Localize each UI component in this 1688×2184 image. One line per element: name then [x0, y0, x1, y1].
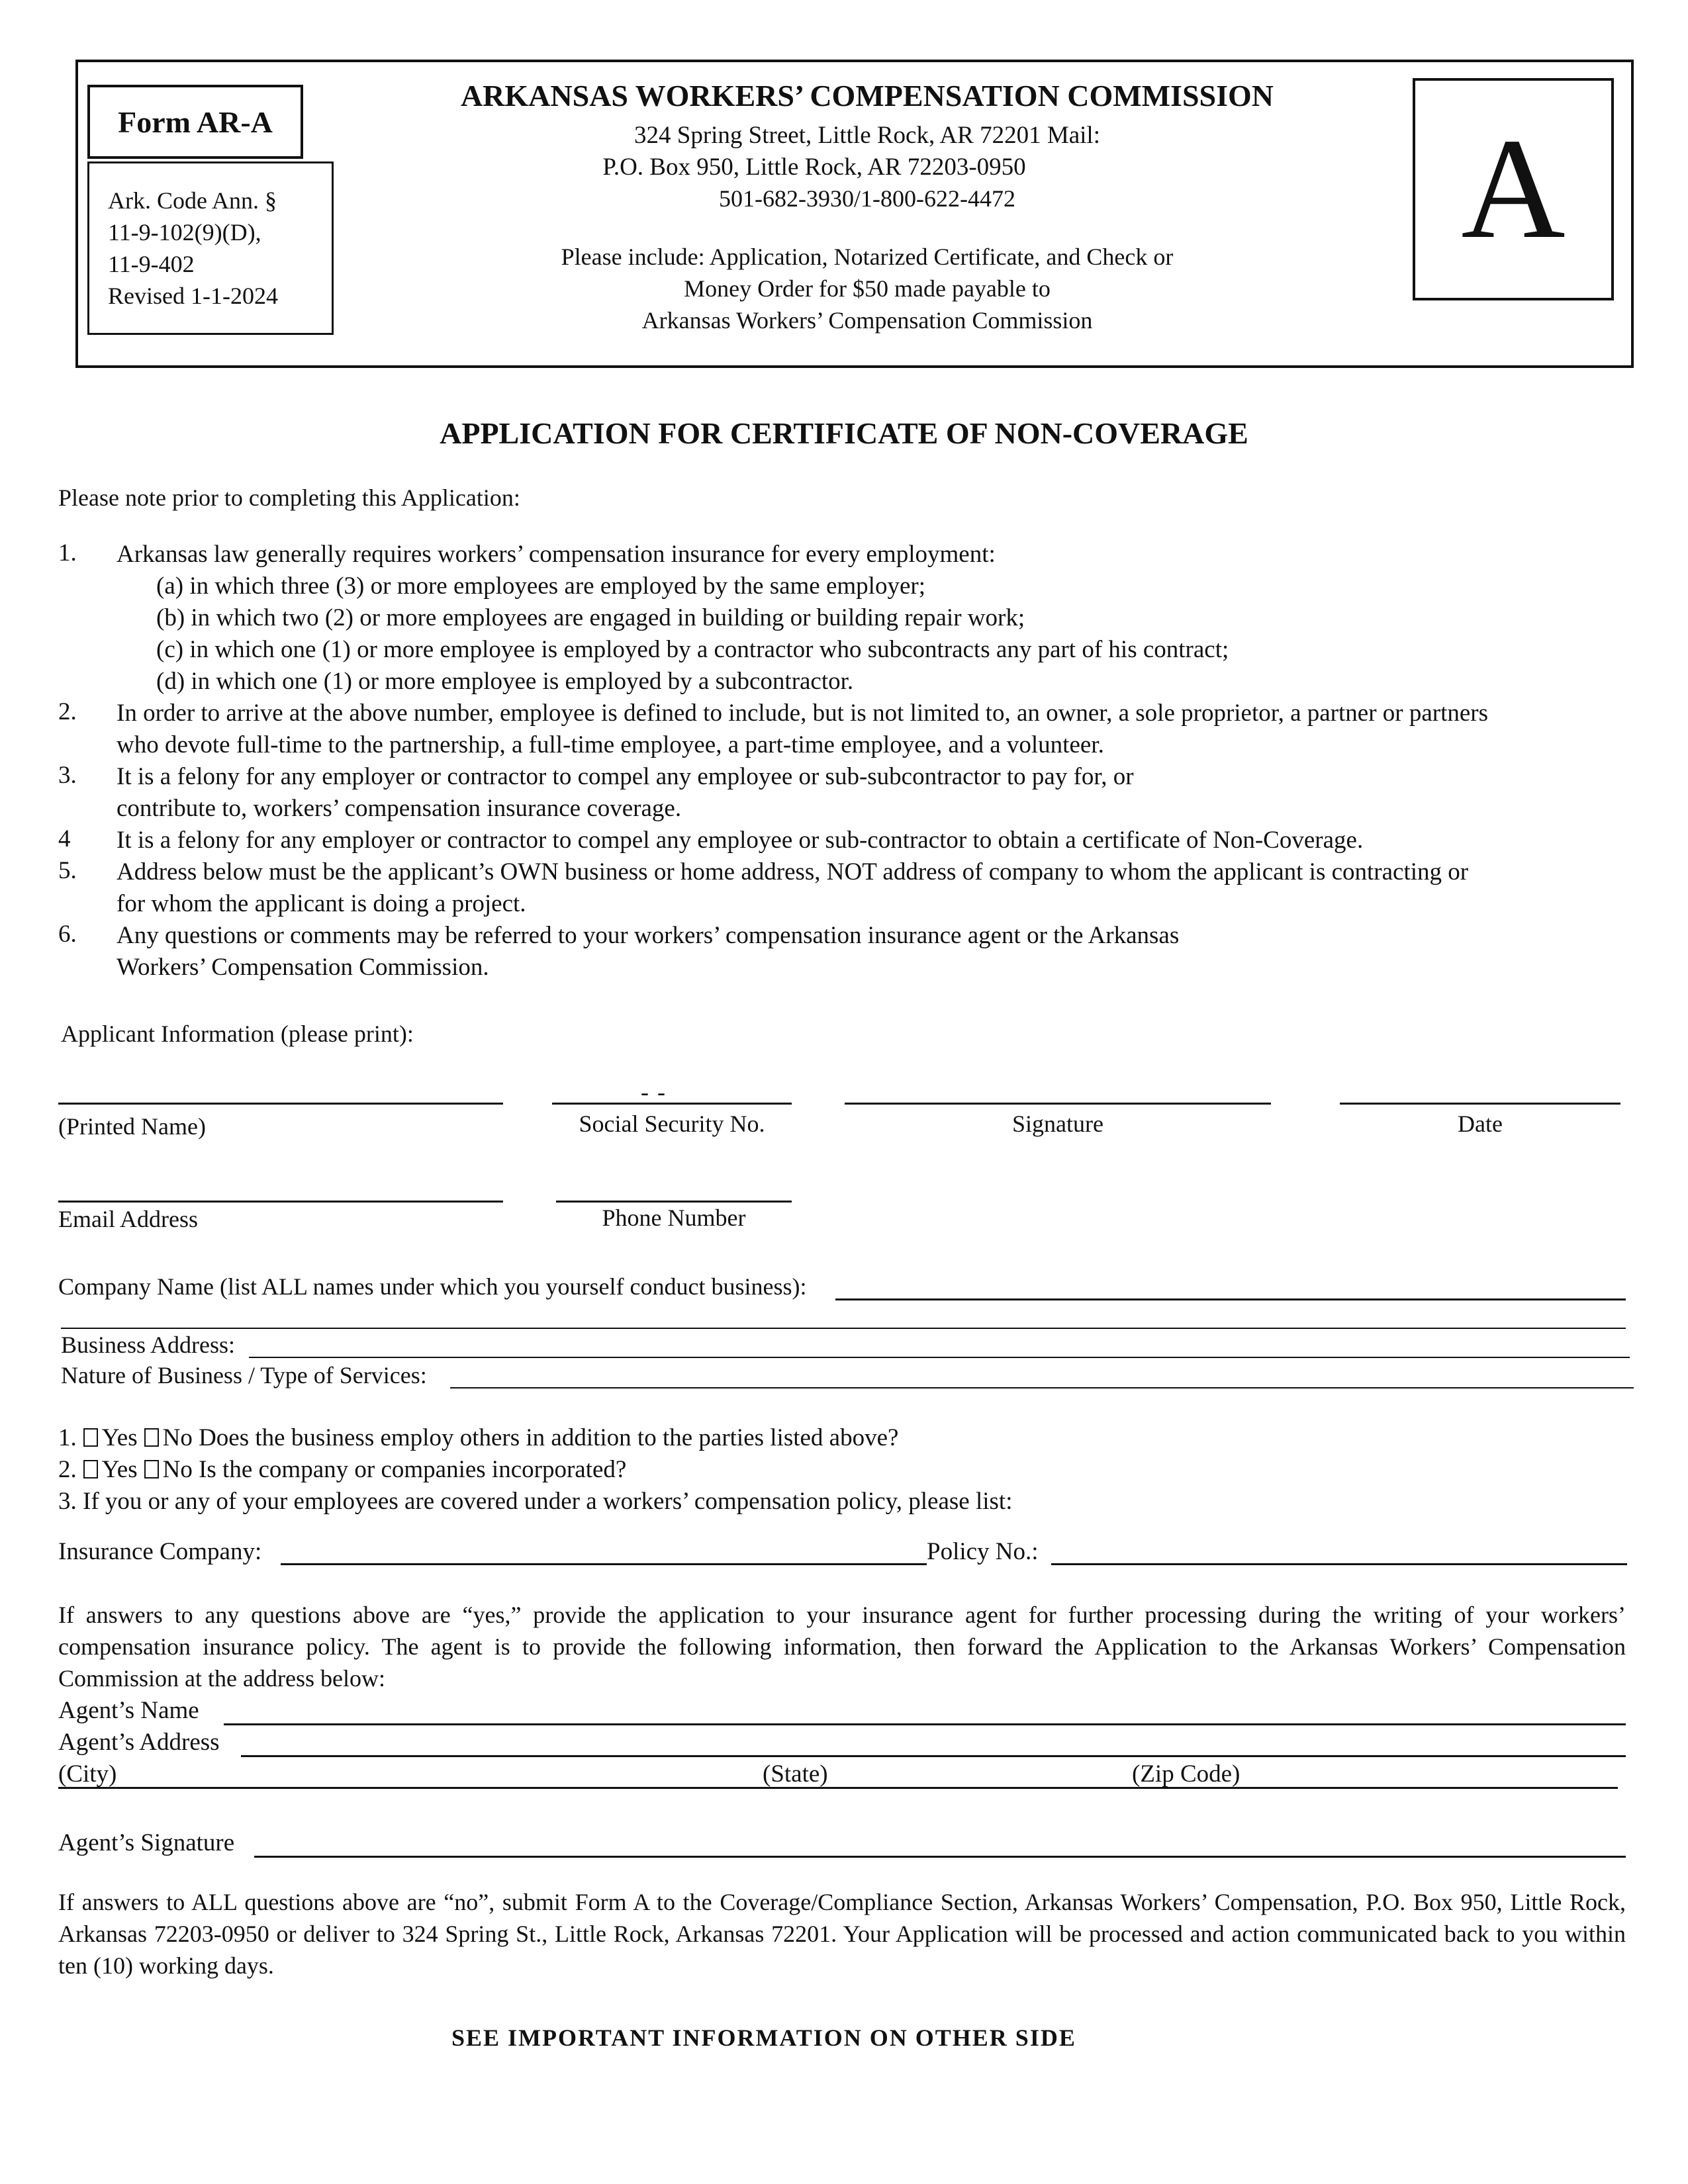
- question-number: 1.: [58, 1424, 77, 1451]
- q1-no-checkbox[interactable]: [144, 1428, 159, 1447]
- agent-address-field[interactable]: [241, 1755, 1626, 1757]
- note-1b: (b) in which two (2) or more employees are engaged in building or building repair work;: [156, 604, 1025, 631]
- note-1: Arkansas law generally requires workers’ compensation insurance for every employment:: [117, 541, 996, 568]
- signature-label: Signature: [1012, 1111, 1103, 1137]
- note-3-line-2: contribute to, workers’ compensation insurance coverage.: [117, 795, 682, 822]
- agency-address: 324 Spring Street, Little Rock, AR 72201 Mail:: [634, 122, 1100, 149]
- nature-of-business-label: Nature of Business / Type of Services:: [61, 1362, 427, 1388]
- agent-address-label: Agent’s Address: [58, 1729, 220, 1756]
- note-5-line-1: Address below must be the applicant’s OWN business or home address, NOT address of company to whom the applicant is contracting or: [117, 858, 1469, 886]
- note-2-line-1: In order to arrive at the above number, employee is defined to include, but is not limited to, an owner, a sole proprietor, a partner or partners: [117, 700, 1489, 727]
- date-field[interactable]: [1340, 1103, 1620, 1105]
- company-name-field[interactable]: [835, 1298, 1626, 1300]
- q2-yes-checkbox[interactable]: [83, 1460, 98, 1479]
- form-letter: A: [1413, 78, 1614, 300]
- note-2-line-2: who devote full-time to the partnership, a full-time employee, a part-time employee, and a volunteer.: [117, 731, 1104, 758]
- statute-line: 11-9-402: [108, 251, 195, 277]
- note-5-line-2: for whom the applicant is doing a project.: [117, 890, 526, 917]
- agency-phone: 501-682-3930/1-800-622-4472: [719, 185, 1015, 212]
- note-3-line-1: It is a felony for any employer or contractor to compel any employee or sub-subcontractor to pay for, or: [117, 763, 1134, 790]
- phone-label: Phone Number: [602, 1205, 746, 1231]
- note-number: 6.: [58, 921, 77, 948]
- agent-name-label: Agent’s Name: [58, 1697, 199, 1724]
- note-6-line-2: Workers’ Compensation Commission.: [117, 954, 489, 981]
- zip-code-label: (Zip Code): [1132, 1760, 1241, 1788]
- question-number: 2.: [58, 1456, 77, 1483]
- agency-po-box: P.O. Box 950, Little Rock, AR 72203-0950: [602, 154, 1026, 181]
- agent-name-field[interactable]: [224, 1723, 1626, 1725]
- note-6-line-1: Any questions or comments may be referred to your workers’ compensation insurance agent or the Arkansas: [117, 922, 1180, 949]
- date-label: Date: [1458, 1111, 1503, 1137]
- page-title: APPLICATION FOR CERTIFICATE OF NON-COVERAGE: [440, 416, 1248, 450]
- note-number: 2.: [58, 698, 77, 725]
- include-line-2: Money Order for $50 made payable to: [684, 275, 1051, 302]
- question-2: [58, 1453, 626, 1486]
- email-field[interactable]: [58, 1201, 503, 1203]
- submission-instructions: If answers to ALL questions above are “no”, submit Form A to the Coverage/Compliance Section, Arkansas Workers’ Compensation, P.O. Box 950, Little Rock, Arkansas 72203-0950 or deliver to 324 Spring St., Little Rock, Arkansas 72201. Your Application will be processed and action communicated back to you within ten (10) working days.: [58, 1889, 1626, 1979]
- no-label: No: [162, 1456, 193, 1483]
- insurance-company-field[interactable]: [281, 1563, 927, 1565]
- insurance-company-label: Insurance Company:: [58, 1538, 262, 1565]
- policy-no-label: Policy No.:: [927, 1538, 1039, 1565]
- note-number: 5.: [58, 857, 77, 884]
- email-label: Email Address: [58, 1206, 198, 1232]
- revision-date: Revised 1-1-2024: [108, 283, 278, 309]
- statute-line: 11-9-102(9)(D),: [108, 219, 261, 246]
- company-name-field-2[interactable]: [61, 1328, 1626, 1329]
- note-1c: (c) in which one (1) or more employee is employed by a contractor who subcontracts any part of his contract;: [156, 636, 1229, 663]
- yes-label: Yes: [101, 1424, 138, 1451]
- question-1: [58, 1422, 898, 1454]
- statute-box: [87, 161, 334, 335]
- ssn-label: Social Security No.: [579, 1111, 765, 1137]
- agent-signature-field[interactable]: [254, 1856, 1626, 1858]
- business-address-label: Business Address:: [61, 1332, 236, 1358]
- agent-instructions: If answers to any questions above are “yes,” provide the application to your insurance agent for further processing during the writing of your workers’ compensation insurance policy. The agent is to provide the following information, then forward the Application to the Arkansas Workers’ Compensation Commission at the address below:: [58, 1602, 1626, 1692]
- agent-signature-label: Agent’s Signature: [58, 1829, 235, 1856]
- note-1d: (d) in which one (1) or more employee is employed by a subcontractor.: [156, 668, 854, 695]
- agency-name: ARKANSAS WORKERS’ COMPENSATION COMMISSION: [460, 79, 1274, 113]
- see-other-side-note: SEE IMPORTANT INFORMATION ON OTHER SIDE: [451, 2025, 1076, 2051]
- q2-no-checkbox[interactable]: [144, 1460, 159, 1479]
- note-number: 1.: [58, 539, 77, 567]
- signature-field[interactable]: [845, 1103, 1271, 1105]
- statute-line: Ark. Code Ann. §: [108, 187, 277, 214]
- yes-label: Yes: [101, 1456, 138, 1483]
- question-1-text: Does the business employ others in addition to the parties listed above?: [199, 1424, 899, 1451]
- nature-of-business-field[interactable]: [450, 1387, 1634, 1388]
- note-number: 4: [58, 825, 71, 852]
- business-address-field[interactable]: [249, 1357, 1630, 1358]
- no-label: No: [162, 1424, 193, 1451]
- state-label: (State): [763, 1760, 828, 1788]
- applicant-heading: Applicant Information (please print):: [61, 1021, 414, 1047]
- ssn-dashes: - -: [641, 1079, 667, 1105]
- include-line-3: Arkansas Workers’ Compensation Commission: [641, 307, 1093, 334]
- intro-text: Please note prior to completing this Application:: [58, 484, 520, 511]
- city-label: (City): [58, 1760, 117, 1788]
- include-line-1: Please include: Application, Notarized Certificate, and Check or: [561, 244, 1174, 270]
- city-state-zip-field[interactable]: [58, 1787, 1618, 1789]
- policy-no-field[interactable]: [1051, 1563, 1627, 1565]
- printed-name-field[interactable]: [58, 1103, 503, 1105]
- form-id-box: Form AR-A: [87, 85, 303, 159]
- note-1a: (a) in which three (3) or more employees are employed by the same employer;: [156, 572, 925, 600]
- company-name-label: Company Name (list ALL names under which you yourself conduct business):: [58, 1273, 807, 1300]
- note-4: It is a felony for any employer or contractor to compel any employee or sub-contractor to obtain a certificate of Non-Coverage.: [117, 827, 1364, 854]
- note-number: 3.: [58, 762, 77, 789]
- printed-name-label: (Printed Name): [58, 1113, 206, 1140]
- question-3: 3. If you or any of your employees are covered under a workers’ compensation policy, please list:: [58, 1488, 1013, 1515]
- ssn-field[interactable]: [552, 1103, 792, 1105]
- question-2-text: Is the company or companies incorporated?: [199, 1456, 627, 1483]
- q1-yes-checkbox[interactable]: [83, 1428, 98, 1447]
